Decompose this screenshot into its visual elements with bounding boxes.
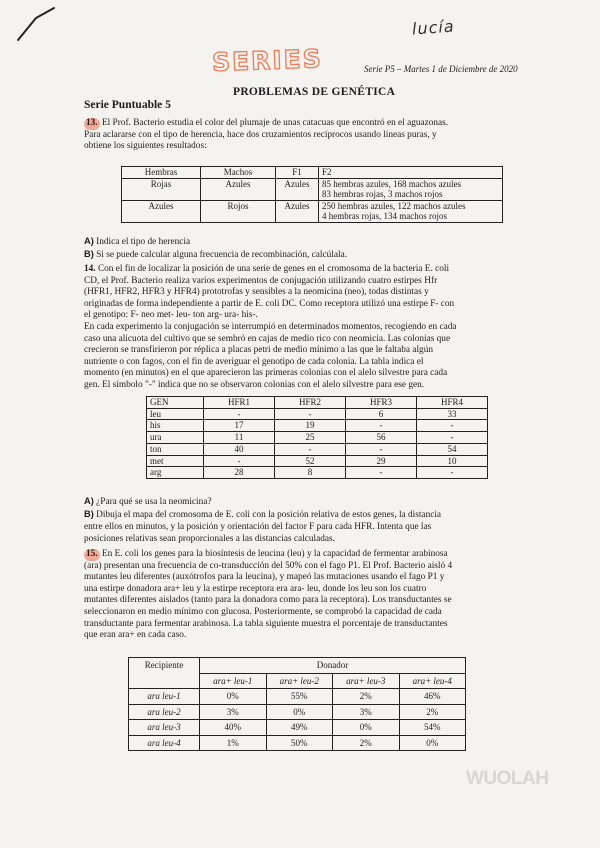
table-cell: 54 (417, 443, 488, 455)
problem-15-line: transductante para fermentar arabinosa. La tabla siguiente muestra el porcentaje de transductantes (84, 618, 448, 629)
table-cell (319, 178, 503, 200)
table-cell: - (346, 467, 417, 479)
table-cell: met (147, 455, 204, 467)
problem-15-text (84, 549, 544, 642)
table-cell: 49% (266, 720, 333, 736)
table-cell: - (346, 420, 417, 432)
table-cell: - (417, 420, 488, 432)
table-cell: 54% (399, 720, 466, 736)
problem-15-line: En E. coli los genes para la biosíntesis de leucina (leu) y la capacidad de fermentar arabinosa (101, 549, 448, 559)
question-label: B) (84, 509, 94, 519)
table-cell: 50% (266, 735, 333, 751)
table-cell: - (204, 408, 275, 420)
handwritten-name: lucía (411, 16, 456, 39)
problem-15-line: seleccionaron en medio mínimo con glucosa. Posteriormente, se comprobó la capacidad de cada (84, 606, 442, 617)
table-cell: 0% (200, 689, 267, 705)
pen-stroke-mark (14, 6, 62, 46)
table-row (147, 408, 488, 420)
table-cell: ara leu-4 (129, 735, 200, 751)
table-cell: ara leu-1 (129, 689, 200, 705)
table-cell: 33 (417, 408, 488, 420)
table-cell: 2% (399, 704, 466, 720)
table-cell: ara leu-2 (129, 704, 200, 720)
table-cell: - (346, 443, 417, 455)
table-row (147, 420, 488, 432)
table-header: ara+ leu-2 (266, 673, 333, 689)
problem-15-number: 15. (86, 549, 98, 559)
table-header: HFR2 (275, 397, 346, 409)
table-cell: 2% (333, 735, 400, 751)
table-cell: 17 (204, 420, 275, 432)
problem-14-line: CD, el Prof. Bacterio realiza varios experimentos de conjugación utilizando cuatro estirpes Hfr (84, 275, 438, 286)
table-cell: Azules (122, 200, 201, 222)
table-header: ara+ leu-3 (333, 673, 400, 689)
table-cell: 11 (204, 432, 275, 444)
problem-14-line: originadas de forma independiente a partir de E. coli DC. Como receptora utilizó una estirpe F- con (84, 298, 455, 309)
problem-13-number: 13. (86, 118, 98, 128)
table-cell: - (417, 432, 488, 444)
table-header: F2 (319, 167, 503, 179)
problem-14-questions (84, 495, 544, 545)
table-row (122, 178, 503, 200)
table-cell: 3% (333, 704, 400, 720)
table-header: Hembras (122, 167, 201, 179)
question-label: A) (84, 496, 94, 506)
problem-13-line: obtiene los siguientes resultados: (84, 141, 207, 152)
table-cell: 3% (200, 704, 267, 720)
problem-15-line: mutantes diferentes aislados (tanto para la donadora como para la receptora). Los transductantes se (84, 595, 452, 606)
table-cell-line: 4 hembras rojas, 134 machos rojos (322, 211, 447, 222)
table-header: HFR1 (204, 397, 275, 409)
table-header: HFR4 (417, 397, 488, 409)
question-label: A) (84, 236, 94, 246)
question-b-line: entre ellos en minutos, y la posición y orientación del factor F para cada HFR. Intenta que las (84, 522, 432, 532)
table-cell: 25 (275, 432, 346, 444)
series-stamp: SERIES (211, 44, 324, 77)
series-date: Serie P5 – Martes 1 de Diciembre de 2020 (364, 64, 518, 74)
table-header: Recipiente (129, 658, 200, 689)
problem-14-table (146, 396, 488, 479)
table-cell: - (275, 443, 346, 455)
table-cell: 28 (204, 467, 275, 479)
serie-title: Serie Puntuable 5 (84, 99, 171, 111)
problem-14-number: 14. (84, 264, 96, 274)
table-row (129, 720, 466, 736)
table-cell-line: 85 hembras azules, 168 machos azules (322, 178, 461, 189)
problem-14-line: En cada experimento la conjugación se interrumpió en determinados momentos, recogiendo en cada (84, 321, 457, 332)
table-cell: Azules (276, 200, 319, 222)
table-row (129, 735, 466, 751)
problem-14-line: momento (en minutos) en el que aparecieron las primeras colonias con el alelo silvestre para cada (84, 368, 448, 379)
table-row (147, 432, 488, 444)
table-cell: 40 (204, 443, 275, 455)
table-cell: leu (147, 408, 204, 420)
question-a: ¿Para qué se usa la neomicina? (96, 497, 212, 507)
table-cell: 1% (200, 735, 267, 751)
table-cell: 40% (200, 720, 267, 736)
table-cell: ara leu-3 (129, 720, 200, 736)
table-row (129, 704, 466, 720)
problem-13-text (84, 118, 544, 153)
problem-13-table (121, 166, 503, 223)
table-cell: 52 (275, 455, 346, 467)
table-cell: Rojas (122, 178, 201, 200)
question-label: B) (84, 249, 94, 259)
problem-14-line: crecieron se transfirieron por réplica a placas petri de medio mínimo a las que le faltaba algún (84, 345, 434, 356)
table-cell: Rojos (201, 200, 276, 222)
table-row (147, 467, 488, 479)
table-cell-line: 83 hembras rojas, 3 machos rojos (322, 189, 443, 200)
question-b: Si se puede calcular alguna frecuencia de recombinación, calcúlala. (96, 250, 348, 260)
table-cell: 10 (417, 455, 488, 467)
table-header: HFR3 (346, 397, 417, 409)
page-title: PROBLEMAS DE GENÉTICA (233, 86, 396, 98)
table-row (147, 455, 488, 467)
table-cell: - (417, 467, 488, 479)
table-cell: - (275, 408, 346, 420)
table-cell: ura (147, 432, 204, 444)
table-cell: 19 (275, 420, 346, 432)
table-cell: 55% (266, 689, 333, 705)
table-cell: Azules (276, 178, 319, 200)
table-cell: 6 (346, 408, 417, 420)
problem-15-line: que eran ara+ en cada caso. (84, 630, 187, 641)
problem-14-line: caso una alícuota del cultivo que se sembró en cajas de medio rico con neomicia. Las colonias que (84, 333, 451, 344)
problem-15-line: mutantes leu diferentes (auxótrofos para la leucina), y mapeó las mutaciones usando el fago P1 y (84, 572, 445, 583)
table-header: ara+ leu-1 (200, 673, 267, 689)
table-cell: 29 (346, 455, 417, 467)
table-header: Machos (201, 167, 276, 179)
problem-14-line: (HFR1, HFR2, HFR3 y HFR4) prototrofas y sensibles a la neomicina (neo), todas distintas y (84, 287, 429, 298)
table-header: GEN (147, 397, 204, 409)
table-cell: his (147, 420, 204, 432)
table-row (147, 443, 488, 455)
table-cell: 2% (333, 689, 400, 705)
problem-15-table (128, 657, 466, 751)
table-cell: 46% (399, 689, 466, 705)
table-header: F1 (276, 167, 319, 179)
table-cell: 8 (275, 467, 346, 479)
table-cell-line: 250 hembras azules, 122 machos azules (322, 200, 466, 211)
question-a: Indica el tipo de herencia (96, 237, 191, 247)
question-b-line: posiciones relativas sean proporcionales a las distancias calculadas. (84, 534, 335, 544)
table-cell: 0% (333, 720, 400, 736)
problem-13-questions (84, 235, 347, 261)
problem-14-line: nutriente o con fagos, con el fin de averiguar el genotipo de cada colonia. La tabla indica el (84, 356, 424, 367)
table-header: ara+ leu-4 (399, 673, 466, 689)
table-header: Donador (200, 658, 466, 674)
table-row (122, 200, 503, 222)
table-row (129, 689, 466, 705)
problem-13-line: El Prof. Bacterio estudia el color del plumaje de unas catacuas que encontró en el aguazonas. (101, 118, 449, 128)
problem-15-line: (ara) presentan una frecuencia de co-transducción del 50% con el fago P1. El Prof. Bacterio aisló 4 (84, 560, 453, 571)
table-cell: 0% (399, 735, 466, 751)
table-cell: 56 (346, 432, 417, 444)
table-cell: - (204, 455, 275, 467)
table-cell: Azules (201, 178, 276, 200)
problem-14-line: Con el fin de localizar la posición de una serie de genes en el cromosoma de la bacteria E. coli (97, 264, 450, 274)
wuolah-watermark: WUOLAH (466, 768, 549, 789)
problem-14-text (84, 264, 544, 392)
problem-14-line: gen. El símbolo "-" indica que no se observaron colonias con el alelo silvestre para ese gen. (84, 379, 425, 390)
table-cell: arg (147, 467, 204, 479)
problem-15-line: una estirpe donadora ara+ leu y la estirpe receptora era ara- leu, donde los leu son los cuatro (84, 583, 427, 594)
table-cell (319, 200, 503, 222)
problem-14-line: el genotipo: F- neo met- leu- ton arg- ura- his-. (84, 310, 258, 321)
table-cell: 0% (266, 704, 333, 720)
table-cell: ton (147, 443, 204, 455)
question-b: Dibuja el mapa del cromosoma de E. coli con la posición relativa de estos genes, la distancia (96, 510, 442, 520)
problem-13-line: Para aclararse con el tipo de herencia, hace dos cruzamientos recíprocos usando líneas puras, y (84, 129, 437, 140)
